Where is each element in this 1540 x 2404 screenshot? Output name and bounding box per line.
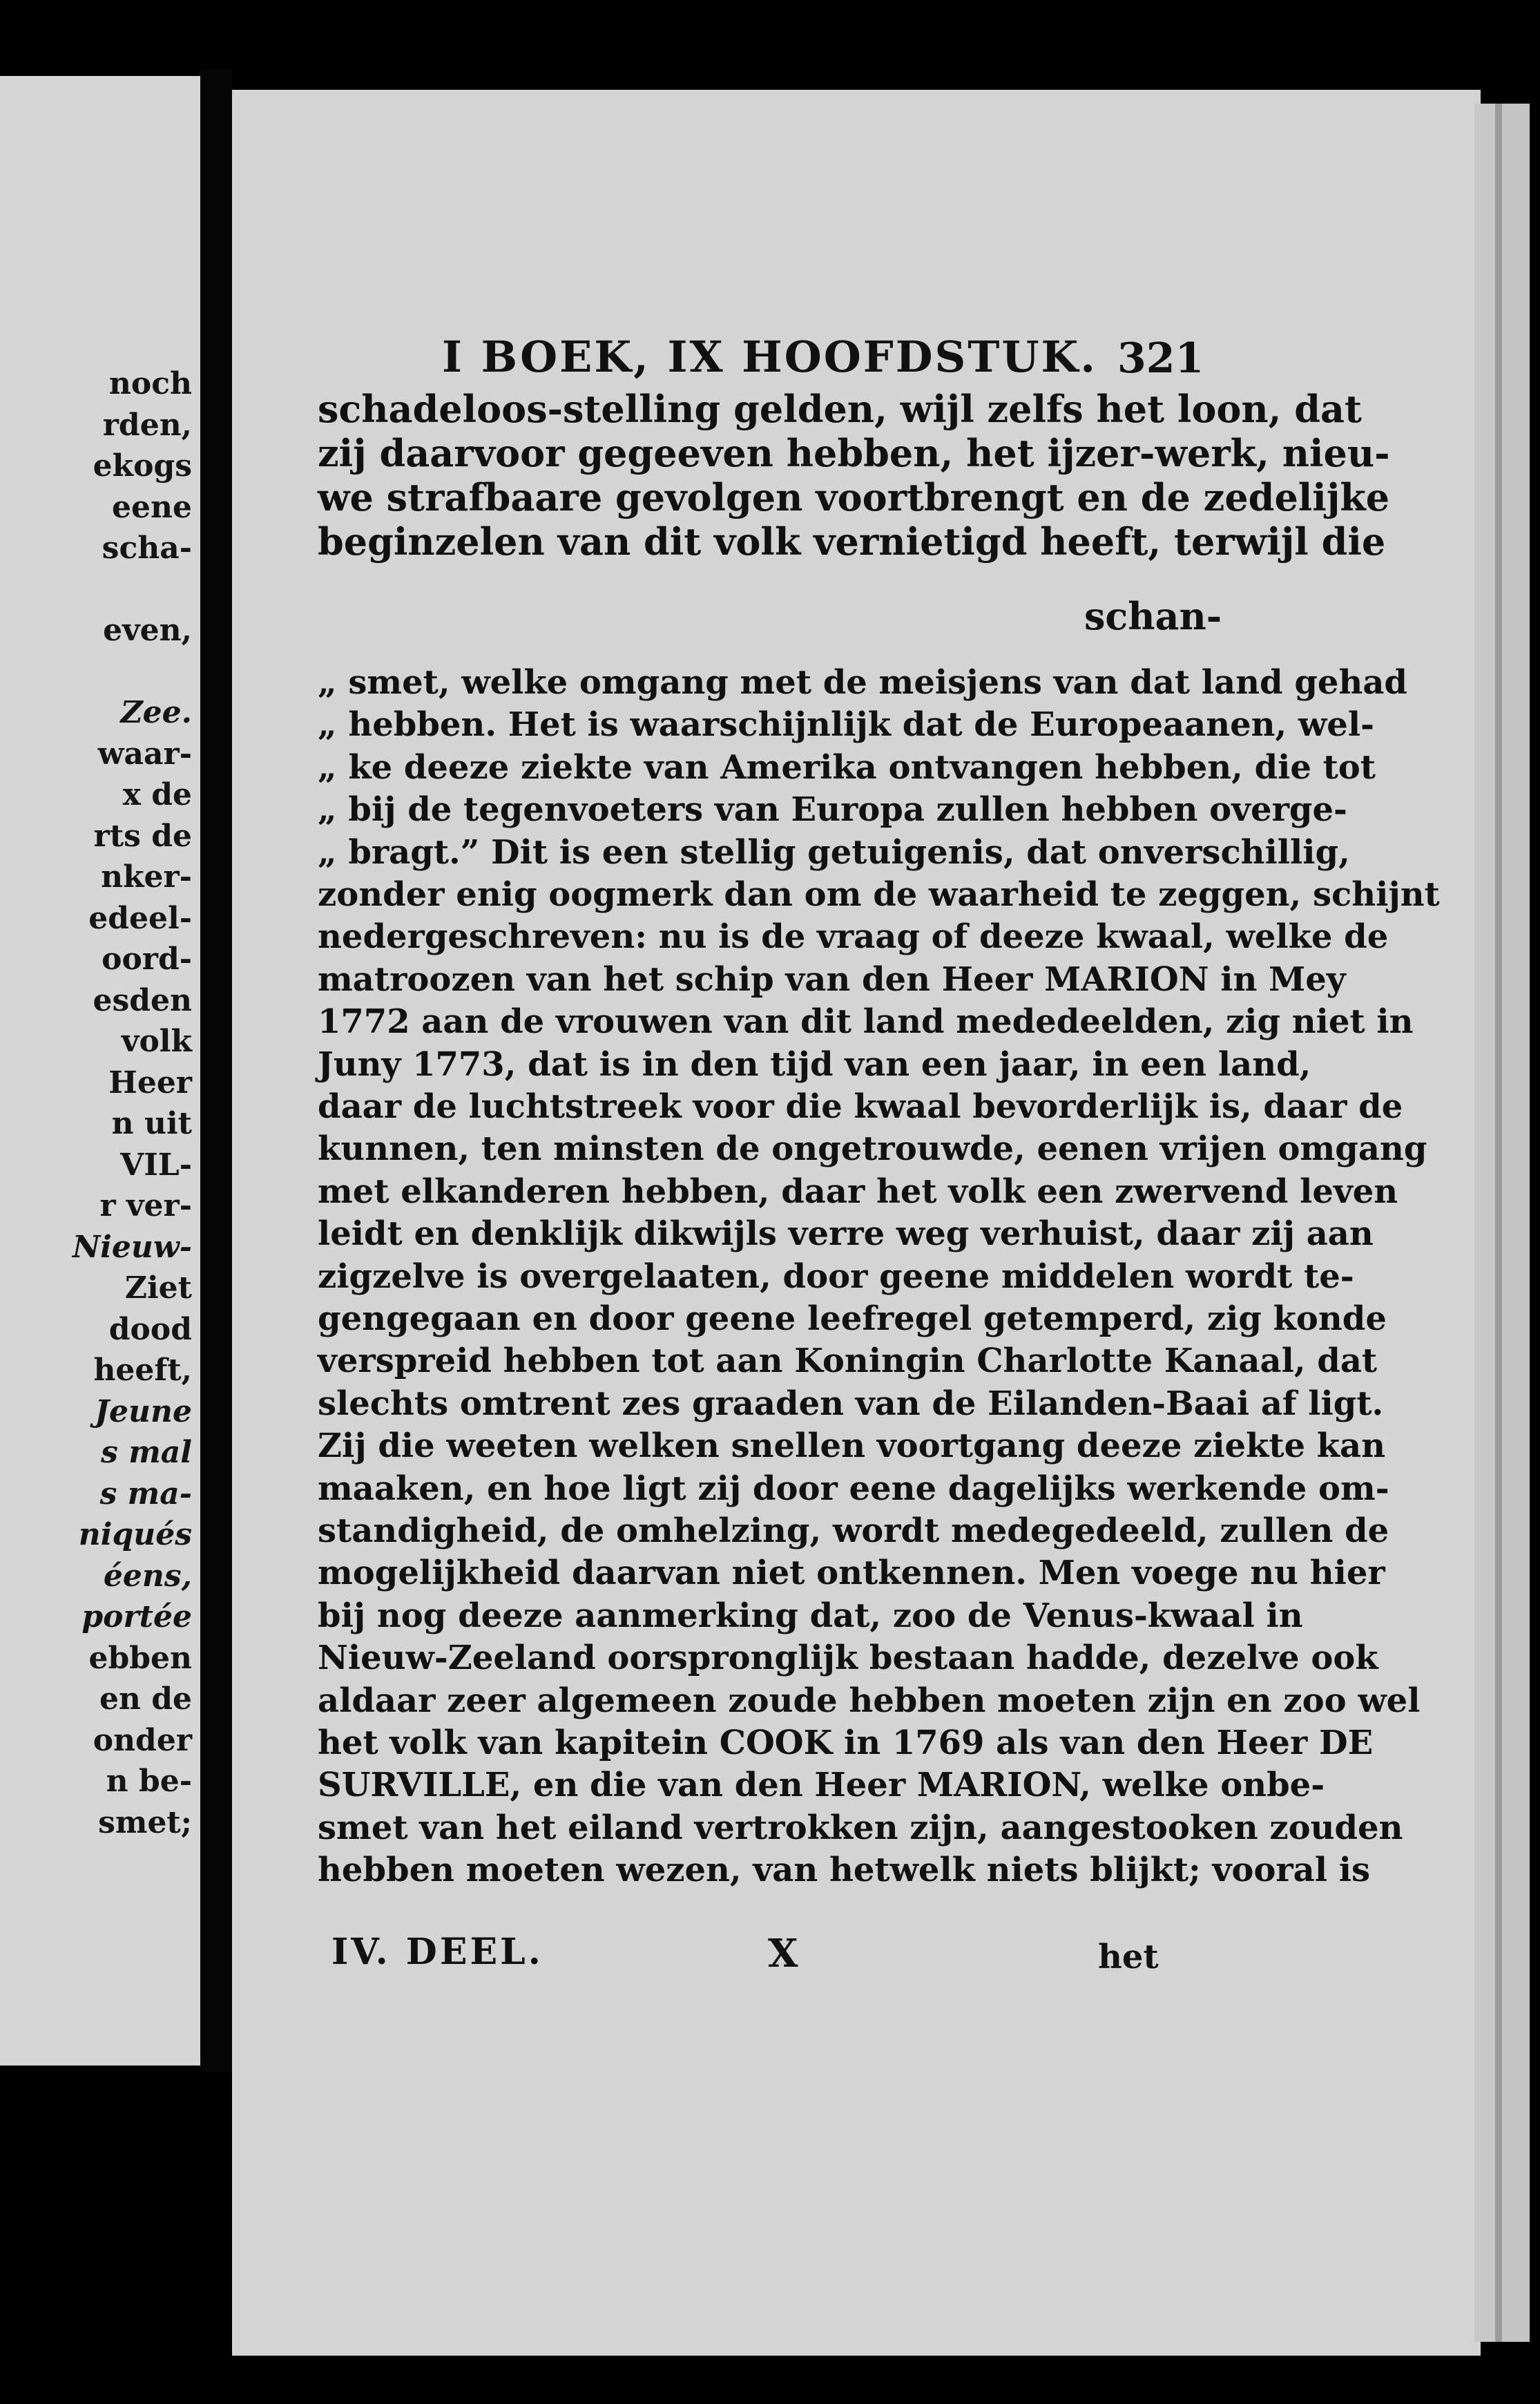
page-edge [1474, 104, 1495, 2342]
left-page-line: VIL- [120, 1147, 192, 1183]
footnote-line: „ smet, welke omgang met de meisjens van dat land gehad [318, 663, 1407, 702]
left-page-line: eene [112, 489, 192, 525]
footnote-line: verspreid hebben tot aan Koningin Charlotte Kanaal, dat [318, 1342, 1378, 1381]
left-page-line: smet; [98, 1804, 192, 1840]
left-page-line: onder [93, 1722, 192, 1758]
left-page-line: éens, [103, 1558, 192, 1594]
footnote-line: Nieuw-Zeeland oorspronglijk bestaan hadde, dezelve ook [318, 1639, 1378, 1678]
left-page-line: s mal [101, 1435, 192, 1470]
footnote-line: nedergeschreven: nu is de vraag of deeze kwaal, welke de [318, 917, 1389, 957]
footnote-line: slechts omtrent zes graaden van de Eilanden-Baai af ligt. [318, 1384, 1384, 1423]
main-text-catchword: schan- [1084, 594, 1222, 638]
footnote-line: mogelijkheid daarvan niet ontkennen. Men voege nu hier [318, 1554, 1385, 1593]
left-page-line: Nieuw- [72, 1229, 192, 1265]
page-edge [1495, 104, 1502, 2342]
left-page-line: Heer [108, 1065, 192, 1100]
left-page-line: noch [108, 366, 192, 401]
left-page-line: ebben [88, 1640, 192, 1676]
footnote-line: bij nog deeze aanmerking dat, zoo de Venus-kwaal in [318, 1596, 1303, 1635]
main-text-line: zij daarvoor gegeeven hebben, het ijzer-werk, nieu- [318, 431, 1390, 475]
previous-page-strip [0, 76, 200, 2066]
main-text-line: schadeloos-stelling gelden, wijl zelfs het loon, dat [318, 387, 1362, 431]
running-title: I BOEK, IX HOOFDSTUK. [442, 332, 1097, 382]
left-page-line: esden [93, 982, 192, 1018]
left-page-line: Ziet [124, 1270, 192, 1306]
book-gutter [200, 69, 232, 2072]
left-page-line: en de [99, 1681, 192, 1717]
footnote-line: aldaar zeer algemeen zoude hebben moeten zijn en zoo wel [318, 1681, 1421, 1720]
footnote-line: het volk van kapitein COOK in 1769 als van den Heer DE [318, 1724, 1374, 1762]
left-page-line: heeft, [93, 1353, 192, 1388]
volume-signature: IV. DEEL. [331, 1931, 543, 1973]
left-page-line: edeel- [88, 900, 192, 936]
footnote-line: zonder enig oogmerk dan om de waarheid te zeggen, schijnt [318, 875, 1440, 914]
footnote-line: „ ke deeze ziekte van Amerika ontvangen hebben, die tot [318, 747, 1376, 787]
footnote-line: standigheid, de omhelzing, wordt medegedeeld, zullen de [318, 1511, 1389, 1550]
left-page-line: portée [81, 1599, 192, 1634]
left-page-line: rts de [93, 818, 192, 854]
left-page-line: even, [103, 613, 192, 648]
footnote-line: „ bij de tegenvoeters van Europa zullen hebben overge- [318, 790, 1347, 830]
left-page-line: s ma- [99, 1476, 192, 1511]
left-page-line: niqués [78, 1517, 192, 1552]
footnote-line: smet van het eiland vertrokken zijn, aangestooken zouden [318, 1808, 1403, 1847]
footnote-line: Juny 1773, dat is in den tijd van een jaar, in een land, [318, 1044, 1311, 1084]
left-page-line: ekogs [93, 448, 192, 484]
footnote-line: leidt en denklijk dikwijls verre weg verhuist, daar zij aan [318, 1214, 1374, 1254]
footnote-line: matroozen van het schip van den Heer MARION in Mey [318, 960, 1346, 999]
left-page-line: volk [121, 1024, 192, 1059]
footnote-line: kunnen, ten minsten de ongetrouwde, eenen vrijen omgang [318, 1129, 1427, 1169]
footnote-line: 1772 aan de vrouwen van dit land mededeelden, zig niet in [318, 1002, 1414, 1042]
left-page-line: oord- [102, 942, 192, 977]
left-page-line: nker- [101, 859, 192, 895]
footnote-line: SURVILLE, en die van den Heer MARION, welke onbe- [318, 1766, 1325, 1805]
footnote-line: maaken, en hoe ligt zij door eene dagelijks werkende om- [318, 1469, 1389, 1508]
left-page-line: x de [122, 777, 192, 812]
left-page-line: Jeune [95, 1393, 192, 1429]
footnote-line: „ hebben. Het is waarschijnlijk dat de Europeaanen, wel- [318, 705, 1374, 745]
left-page-line: n uit [111, 1106, 192, 1141]
left-page-line: n be- [106, 1764, 192, 1799]
left-page-line: rden, [102, 407, 192, 443]
left-page-line: waar- [97, 736, 192, 772]
main-text-line: beginzelen van dit volk vernietigd heeft, terwijl die [318, 519, 1386, 564]
left-page-line: Zee. [120, 695, 192, 730]
main-text-line: we strafbaare gevolgen voortbrengt en de zedelijke [318, 475, 1390, 519]
footnote-line: „ bragt.” Dit is een stellig getuigenis, dat onverschillig, [318, 832, 1350, 872]
page-edge [1502, 104, 1530, 2342]
footnote-line: daar de luchtstreek voor die kwaal bevorderlijk is, daar de [318, 1087, 1403, 1126]
footnote-line: met elkanderen hebben, daar het volk een zwervend leven [318, 1172, 1398, 1211]
footnote-line: zigzelve is overgelaaten, door geene middelen wordt te- [318, 1257, 1354, 1296]
footnote-line: hebben moeten wezen, van hetwelk niets blijkt; vooral is [318, 1851, 1370, 1890]
footnote-line: gengegaan en door geene leefregel getemperd, zig konde [318, 1299, 1387, 1338]
left-page-line: dood [108, 1311, 192, 1347]
left-page-line: scha- [102, 531, 192, 566]
footnote-line: Zij die weeten welken snellen voortgang deeze ziekte kan [318, 1427, 1386, 1466]
page-number: 321 [1117, 334, 1204, 383]
signature-mark: X [768, 1931, 798, 1976]
page-catchword: het [1098, 1938, 1159, 1976]
left-page-line: r ver- [99, 1188, 192, 1223]
